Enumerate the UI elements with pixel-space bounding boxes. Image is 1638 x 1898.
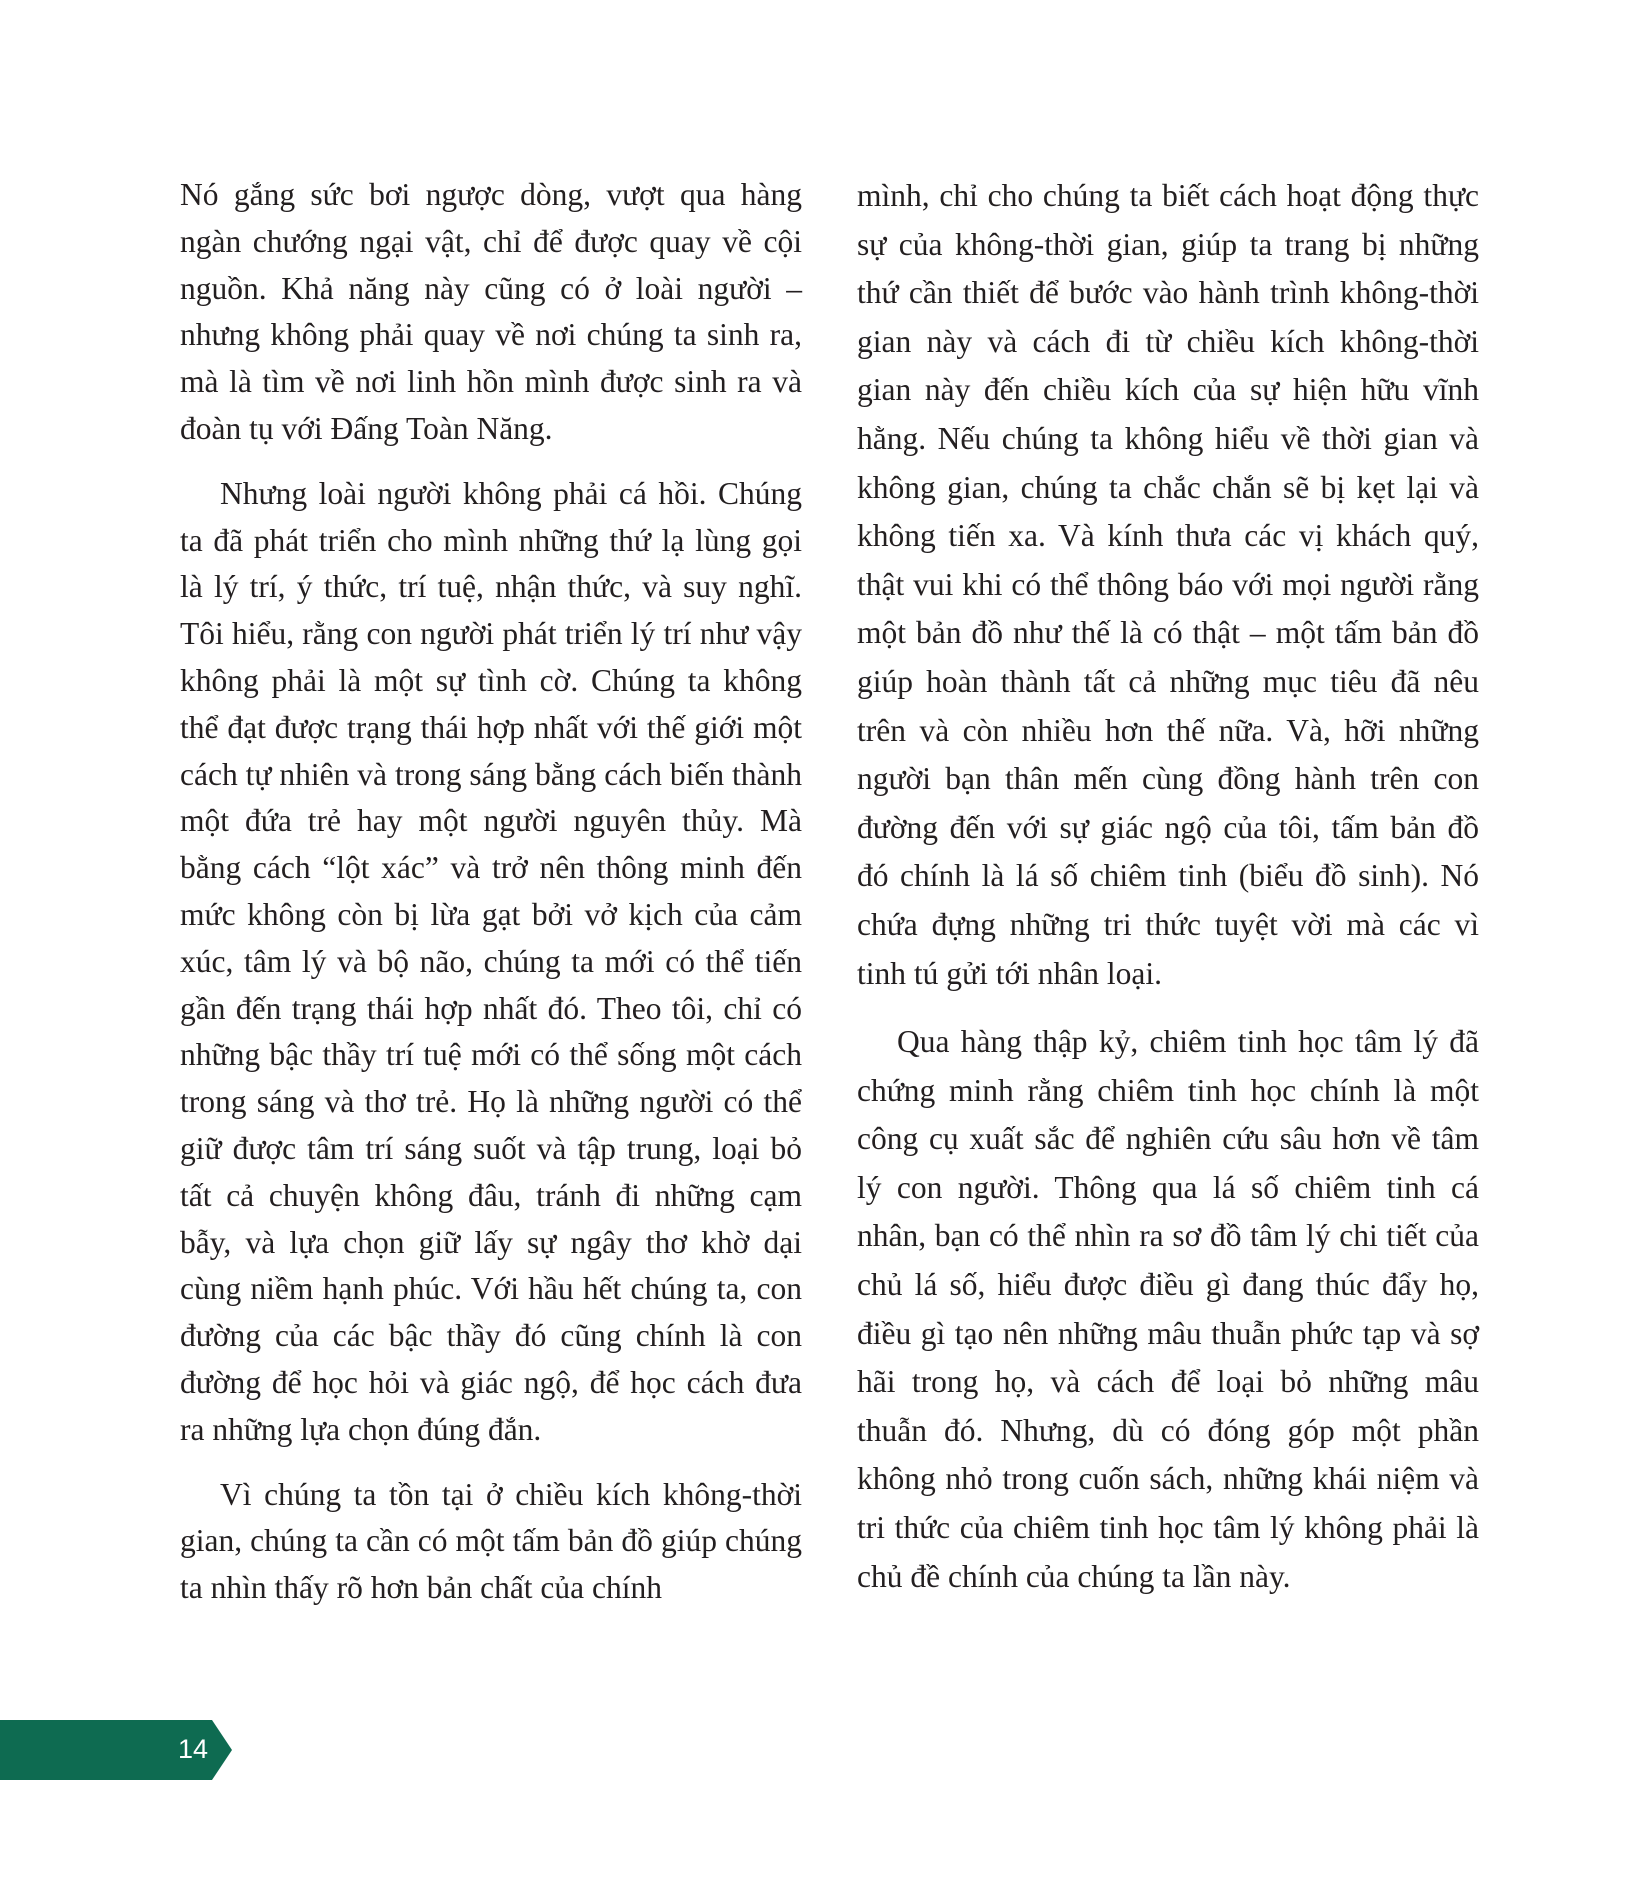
- paragraph: mình, chỉ cho chúng ta biết cách hoạt động thực sự của không-thời gian, giúp ta trang bị những thứ cần thiết để bước vào hành trình không-thời gian này và cách đi từ chiều kích không-thời gian này đến chiều kích của sự hiện hữu vĩnh hằng. Nếu chúng ta không hiểu về thời gian và không gian, chúng ta chắc chắn sẽ bị kẹt lại và không tiến xa. Và kính thưa các vị khách quý, thật vui khi có thể thông báo với mọi người rằng một bản đồ như thế là có thật – một tấm bản đồ giúp hoàn thành tất cả những mục tiêu đã nêu trên và còn nhiều hơn thế nữa. Và, hỡi những người bạn thân mến cùng đồng hành trên con đường đến với sự giác ngộ của tôi, tấm bản đồ đó chính là lá số chiêm tinh (biểu đồ sinh). Nó chứa đựng những tri thức tuyệt vời mà các vì tinh tú gửi tới nhân loại.: [857, 178, 1479, 991]
- paragraph: Qua hàng thập kỷ, chiêm tinh học tâm lý đã chứng minh rằng chiêm tinh học chính là một công cụ xuất sắc để nghiên cứu sâu hơn về tâm lý con người. Thông qua lá số chiêm tinh cá nhân, bạn có thể nhìn ra sơ đồ tâm lý chi tiết của chủ lá số, hiểu được điều gì đang thúc đẩy họ, điều gì tạo nên những mâu thuẫn phức tạp và sợ hãi trong họ, và cách để loại bỏ những mâu thuẫn đó. Nhưng, dù có đóng góp một phần không nhỏ trong cuốn sách, những khái niệm và tri thức của chiêm tinh học tâm lý không phải là chủ đề chính của chúng ta lần này.: [857, 1024, 1479, 1594]
- paragraph: Nó gắng sức bơi ngược dòng, vượt qua hàng ngàn chướng ngại vật, chỉ để được quay về cội nguồn. Khả năng này cũng có ở loài người – nhưng không phải quay về nơi chúng ta sinh ra, mà là tìm về nơi linh hồn mình được sinh ra và đoàn tụ với Đấng Toàn Năng.: [180, 177, 802, 446]
- left-text-column: [180, 172, 802, 1630]
- paragraph: Vì chúng ta tồn tại ở chiều kích không-thời gian, chúng ta cần có một tấm bản đồ giúp chúng ta nhìn thấy rõ hơn bản chất của chính: [180, 1476, 802, 1606]
- right-text-column: [857, 172, 1479, 1621]
- paragraph: Nhưng loài người không phải cá hồi. Chúng ta đã phát triển cho mình những thứ lạ lùng gọi là lý trí, ý thức, trí tuệ, nhận thức, và suy nghĩ. Tôi hiểu, rằng con người phát triển lý trí như vậy không phải là một sự tình cờ. Chúng ta không thể đạt được trạng thái hợp nhất với thế giới một cách tự nhiên và trong sáng bằng cách biến thành một đứa trẻ hay một người nguyên thủy. Mà bằng cách “lột xác” và trở nên thông minh đến mức không còn bị lừa gạt bởi vở kịch của cảm xúc, tâm lý và bộ não, chúng ta mới có thể tiến gần đến trạng thái hợp nhất đó. Theo tôi, chỉ có những bậc thầy trí tuệ mới có thể sống một cách trong sáng và thơ trẻ. Họ là những người có thể giữ được tâm trí sáng suốt và tập trung, loại bỏ tất cả chuyện không đâu, tránh đi những cạm bẫy, và lựa chọn giữ lấy sự ngây thơ khờ dại cùng niềm hạnh phúc. Với hầu hết chúng ta, con đường của các bậc thầy đó cũng chính là con đường để học hỏi và giác ngộ, để học cách đưa ra những lựa chọn đúng đắn.: [180, 475, 802, 1447]
- page-number: 14: [178, 1734, 209, 1764]
